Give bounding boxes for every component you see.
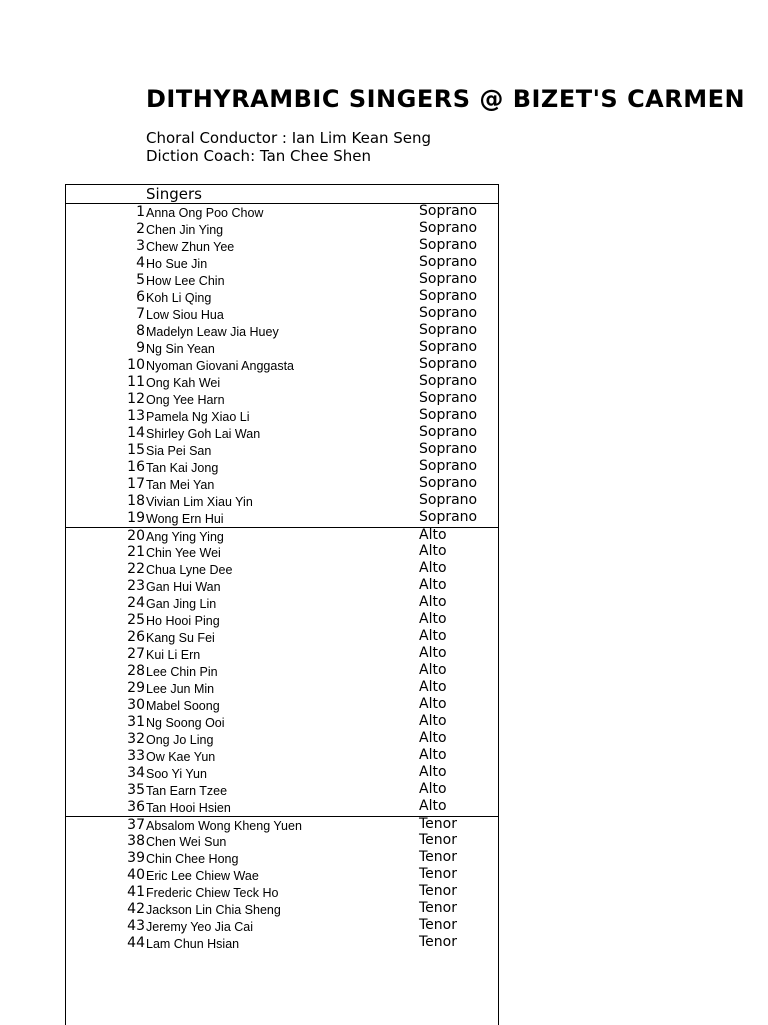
table-row <box>66 476 498 493</box>
singer-name: Chen Wei Sun <box>146 835 227 849</box>
singer-voice-part: Soprano <box>419 373 478 389</box>
singer-voice-part: Alto <box>419 611 447 627</box>
singer-name: Sia Pei San <box>146 444 212 458</box>
singer-voice-part: Tenor <box>419 832 457 848</box>
table-row <box>66 782 498 799</box>
singer-voice-part: Tenor <box>419 917 457 933</box>
singer-voice-part: Alto <box>419 798 447 814</box>
singer-name: Low Siou Hua <box>146 308 224 322</box>
singer-number: 17 <box>127 476 145 492</box>
table-row <box>66 901 498 918</box>
singer-name: Jeremy Yeo Jia Cai <box>146 920 254 934</box>
singer-name: Madelyn Leaw Jia Huey <box>146 325 279 339</box>
singer-name: Chew Zhun Yee <box>146 240 235 254</box>
table-row <box>66 357 498 374</box>
singer-name: Ong Yee Harn <box>146 393 225 407</box>
singer-number: 35 <box>127 782 145 798</box>
table-row <box>66 663 498 680</box>
singer-voice-part: Alto <box>419 747 447 763</box>
table-row <box>66 714 498 731</box>
singer-name: Koh Li Qing <box>146 291 212 305</box>
singer-name: Tan Mei Yan <box>146 478 215 492</box>
singer-number: 16 <box>127 459 145 475</box>
singer-name: Ong Jo Ling <box>146 733 214 747</box>
singer-voice-part: Alto <box>419 527 447 543</box>
singer-name: Lee Chin Pin <box>146 665 218 679</box>
singer-name: Mabel Soong <box>146 699 220 713</box>
table-row <box>66 493 498 510</box>
singer-number: 2 <box>136 221 145 237</box>
singer-voice-part: Soprano <box>419 458 478 474</box>
singer-number: 29 <box>127 680 145 696</box>
singer-name: Ow Kae Yun <box>146 750 216 764</box>
table-row <box>66 833 498 850</box>
singer-number: 19 <box>127 510 145 526</box>
singer-name: Lee Jun Min <box>146 682 215 696</box>
table-row <box>66 816 498 833</box>
singer-name: Ong Kah Wei <box>146 376 221 390</box>
table-row <box>66 238 498 255</box>
singer-number: 38 <box>127 833 145 849</box>
singer-name: Chin Chee Hong <box>146 852 239 866</box>
singer-voice-part: Soprano <box>419 305 478 321</box>
singer-name: Chua Lyne Dee <box>146 563 233 577</box>
singer-number: 4 <box>136 255 145 271</box>
singer-number: 10 <box>127 357 145 373</box>
singer-voice-part: Soprano <box>419 475 478 491</box>
table-row <box>66 255 498 272</box>
singer-name: Frederic Chiew Teck Ho <box>146 886 279 900</box>
singer-voice-part: Soprano <box>419 203 478 219</box>
singer-voice-part: Alto <box>419 594 447 610</box>
singer-voice-part: Alto <box>419 577 447 593</box>
singer-number: 39 <box>127 850 145 866</box>
singer-name: Gan Jing Lin <box>146 597 217 611</box>
singer-name: Soo Yi Yun <box>146 767 207 781</box>
table-row <box>66 204 498 221</box>
singer-name: Gan Hui Wan <box>146 580 221 594</box>
singer-voice-part: Soprano <box>419 424 478 440</box>
singer-name: Ng Soong Ooi <box>146 716 225 730</box>
singer-name: Lam Chun Hsian <box>146 937 240 951</box>
singer-voice-part: Alto <box>419 543 447 559</box>
singers-list <box>66 204 498 952</box>
singer-voice-part: Soprano <box>419 237 478 253</box>
singer-name: Tan Kai Jong <box>146 461 219 475</box>
singer-voice-part: Alto <box>419 764 447 780</box>
singer-number: 3 <box>136 238 145 254</box>
singer-name: Ng Sin Yean <box>146 342 215 356</box>
table-row <box>66 799 498 816</box>
table-row <box>66 578 498 595</box>
singer-voice-part: Tenor <box>419 866 457 882</box>
singer-name: How Lee Chin <box>146 274 225 288</box>
singer-name: Jackson Lin Chia Sheng <box>146 903 281 917</box>
singer-name: Chin Yee Wei <box>146 546 221 560</box>
table-row <box>66 459 498 476</box>
singer-voice-part: Tenor <box>419 900 457 916</box>
singer-number: 34 <box>127 765 145 781</box>
singer-number: 30 <box>127 697 145 713</box>
singer-number: 33 <box>127 748 145 764</box>
page-title: DITHYRAMBIC SINGERS @ BIZET'S CARMEN <box>146 85 746 113</box>
singer-number: 43 <box>127 918 145 934</box>
singer-voice-part: Soprano <box>419 509 478 525</box>
singer-voice-part: Alto <box>419 662 447 678</box>
table-row <box>66 323 498 340</box>
singer-number: 40 <box>127 867 145 883</box>
table-row <box>66 391 498 408</box>
table-row <box>66 408 498 425</box>
singer-voice-part: Soprano <box>419 390 478 406</box>
table-row <box>66 935 498 952</box>
singer-name: Pamela Ng Xiao Li <box>146 410 250 424</box>
singer-voice-part: Tenor <box>419 883 457 899</box>
choral-conductor-line: Choral Conductor : Ian Lim Kean Seng <box>146 129 432 147</box>
singer-name: Vivian Lim Xiau Yin <box>146 495 253 509</box>
table-row <box>66 425 498 442</box>
table-row <box>66 442 498 459</box>
singer-number: 25 <box>127 612 145 628</box>
table-row <box>66 918 498 935</box>
table-row <box>66 867 498 884</box>
singer-voice-part: Soprano <box>419 288 478 304</box>
singer-name: Absalom Wong Kheng Yuen <box>146 819 302 833</box>
singer-voice-part: Alto <box>419 679 447 695</box>
singer-name: Ho Sue Jin <box>146 257 208 271</box>
singer-name: Chen Jin Ying <box>146 223 224 237</box>
singer-name: Ang Ying Ying <box>146 530 224 544</box>
singer-number: 24 <box>127 595 145 611</box>
singer-name: Nyoman Giovani Anggasta <box>146 359 295 373</box>
singer-number: 21 <box>127 544 145 560</box>
singer-voice-part: Soprano <box>419 271 478 287</box>
singer-number: 32 <box>127 731 145 747</box>
diction-coach-line: Diction Coach: Tan Chee Shen <box>146 147 371 165</box>
singer-number: 31 <box>127 714 145 730</box>
singer-number: 12 <box>127 391 145 407</box>
singer-number: 37 <box>127 817 145 833</box>
table-row <box>66 748 498 765</box>
singer-voice-part: Tenor <box>419 816 457 832</box>
singer-number: 11 <box>127 374 145 390</box>
singer-number: 36 <box>127 799 145 815</box>
table-row <box>66 374 498 391</box>
table-header-label: Singers <box>146 185 202 203</box>
singer-name: Kui Li Ern <box>146 648 201 662</box>
singer-name: Tan Earn Tzee <box>146 784 228 798</box>
singers-table <box>65 184 499 1025</box>
singer-number: 44 <box>127 935 145 951</box>
singer-voice-part: Alto <box>419 645 447 661</box>
singer-name: Ho Hooi Ping <box>146 614 220 628</box>
singer-number: 5 <box>136 272 145 288</box>
singer-number: 26 <box>127 629 145 645</box>
singer-voice-part: Soprano <box>419 356 478 372</box>
table-row <box>66 289 498 306</box>
table-row <box>66 272 498 289</box>
singer-number: 20 <box>127 528 145 544</box>
table-row <box>66 884 498 901</box>
singer-voice-part: Alto <box>419 628 447 644</box>
singer-voice-part: Tenor <box>419 934 457 950</box>
singer-name: Eric Lee Chiew Wae <box>146 869 259 883</box>
singer-voice-part: Soprano <box>419 441 478 457</box>
singer-voice-part: Soprano <box>419 339 478 355</box>
singer-voice-part: Tenor <box>419 849 457 865</box>
table-row <box>66 697 498 714</box>
singer-voice-part: Alto <box>419 713 447 729</box>
singer-number: 6 <box>136 289 145 305</box>
singer-voice-part: Alto <box>419 560 447 576</box>
singer-number: 22 <box>127 561 145 577</box>
singer-number: 15 <box>127 442 145 458</box>
table-row <box>66 765 498 782</box>
singer-number: 1 <box>136 204 145 220</box>
singer-voice-part: Soprano <box>419 492 478 508</box>
singer-name: Shirley Goh Lai Wan <box>146 427 261 441</box>
table-row <box>66 510 498 527</box>
singer-number: 41 <box>127 884 145 900</box>
singer-number: 28 <box>127 663 145 679</box>
singer-voice-part: Soprano <box>419 322 478 338</box>
table-row <box>66 544 498 561</box>
table-row <box>66 629 498 646</box>
singer-voice-part: Soprano <box>419 220 478 236</box>
singer-voice-part: Soprano <box>419 407 478 423</box>
table-row <box>66 221 498 238</box>
table-row <box>66 340 498 357</box>
singer-number: 27 <box>127 646 145 662</box>
singer-name: Anna Ong Poo Chow <box>146 206 264 220</box>
table-row <box>66 646 498 663</box>
singer-name: Kang Su Fei <box>146 631 215 645</box>
singer-number: 8 <box>136 323 145 339</box>
table-header <box>66 185 498 204</box>
singer-number: 7 <box>136 306 145 322</box>
table-row <box>66 731 498 748</box>
singer-number: 9 <box>136 340 145 356</box>
singer-voice-part: Alto <box>419 781 447 797</box>
table-row <box>66 306 498 323</box>
singer-number: 13 <box>127 408 145 424</box>
singer-voice-part: Soprano <box>419 254 478 270</box>
singer-name: Tan Hooi Hsien <box>146 801 231 815</box>
singer-number: 42 <box>127 901 145 917</box>
table-row <box>66 595 498 612</box>
table-row <box>66 680 498 697</box>
singer-voice-part: Alto <box>419 696 447 712</box>
table-row <box>66 527 498 544</box>
singer-number: 14 <box>127 425 145 441</box>
singer-voice-part: Alto <box>419 730 447 746</box>
singer-number: 18 <box>127 493 145 509</box>
table-row <box>66 850 498 867</box>
singer-name: Wong Ern Hui <box>146 512 224 526</box>
table-row <box>66 612 498 629</box>
singer-number: 23 <box>127 578 145 594</box>
table-row <box>66 561 498 578</box>
